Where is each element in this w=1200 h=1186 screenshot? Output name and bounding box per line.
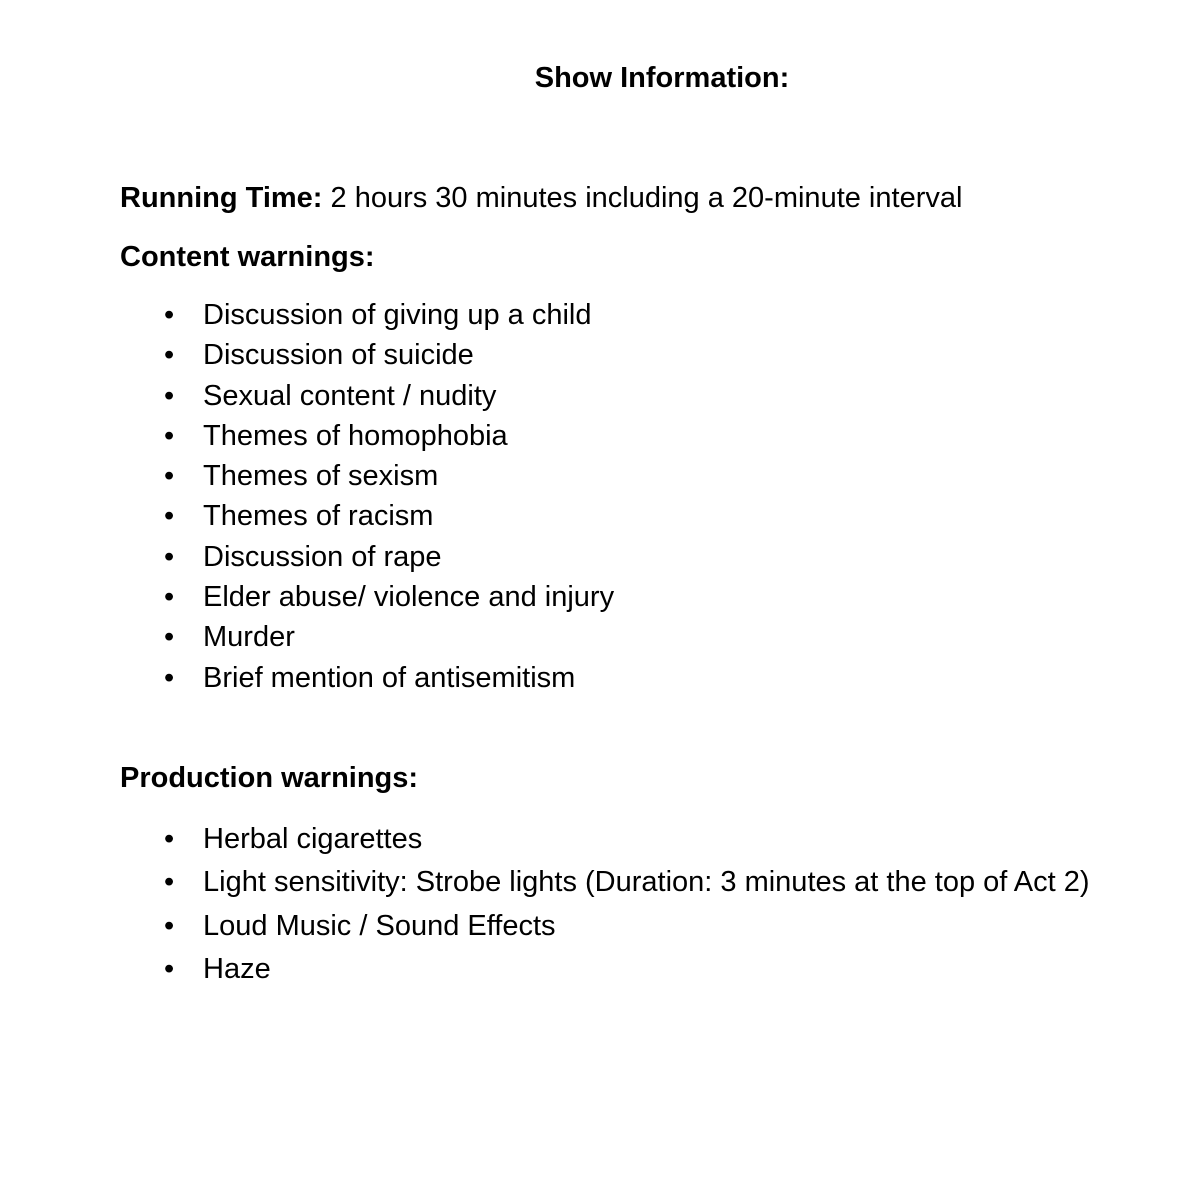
list-item: • Discussion of giving up a child — [0, 295, 1200, 335]
running-time — [120, 178, 962, 218]
list-item: • Discussion of suicide — [0, 335, 1200, 375]
page-title: Show Information: — [534, 62, 790, 94]
list-item: • Themes of sexism — [0, 456, 1200, 496]
list-item: • Sexual content / nudity — [0, 376, 1200, 416]
production-warnings-heading: Production warnings: — [120, 762, 419, 794]
list-item: • Haze — [0, 948, 1200, 991]
content-warnings-heading: Content warnings: — [120, 241, 375, 273]
list-item: • Brief mention of antisemitism — [0, 658, 1200, 698]
list-item: • Herbal cigarettes — [0, 818, 1200, 861]
list-item: • Light sensitivity: Strobe lights (Duration: 3 minutes at the top of Act 2) — [0, 861, 1200, 904]
list-item: • Murder — [0, 617, 1200, 657]
list-item: • Loud Music / Sound Effects — [0, 905, 1200, 948]
content-warnings-list — [0, 295, 1200, 698]
production-warnings-list — [0, 818, 1200, 991]
running-time-value: 2 hours 30 minutes including a 20-minute interval — [322, 182, 963, 214]
list-item: • Elder abuse/ violence and injury — [0, 577, 1200, 617]
running-time-label: Running Time: — [120, 182, 323, 214]
list-item: • Themes of homophobia — [0, 416, 1200, 456]
list-item: • Discussion of rape — [0, 537, 1200, 577]
list-item: • Themes of racism — [0, 496, 1200, 536]
